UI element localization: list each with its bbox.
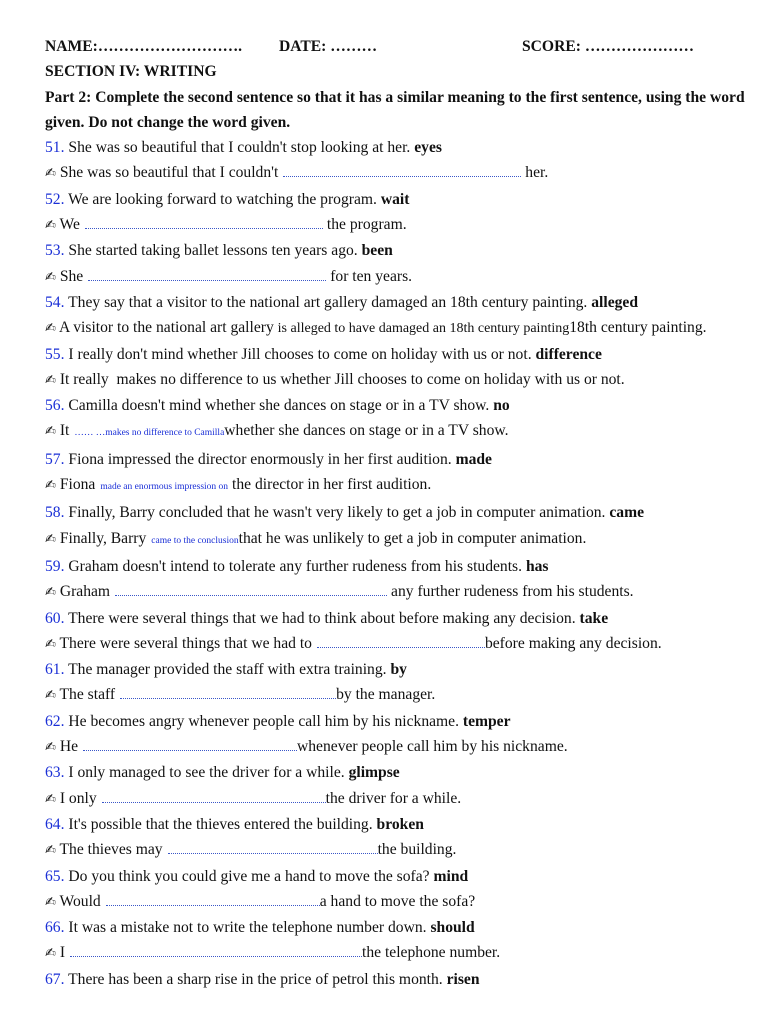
answer-suffix: by the manager. [336,686,436,704]
key-word: no [493,397,510,415]
answer-62 [45,734,745,760]
answer-prefix: A visitor to the national art gallery [58,319,274,337]
date-field: DATE: ……… [279,38,378,55]
answer-59 [45,579,745,605]
writing-hand-icon: ✍ [45,636,56,652]
question-text: There were several things that we had to think about before making any decision. [68,609,576,627]
question-text: It was a mistake not to write the telephone number down. [68,919,427,937]
question-number: 52. [45,190,65,208]
question-number: 51. [45,139,65,157]
answer-prefix: There were several things that we had to [59,634,312,652]
question-56 [45,393,745,418]
key-word: has [525,557,549,575]
question-number: 59. [45,557,65,575]
answer-blank[interactable] [317,635,485,648]
answer-blank[interactable] [83,738,297,751]
answer-blank[interactable] [88,268,326,281]
key-word: mind [433,867,469,885]
question-55 [45,342,745,367]
question-text: Fiona impressed the director enormously in her first audition. [68,450,452,468]
question-text: There has been a sharp rise in the price of petrol this month. [68,970,443,988]
question-text: They say that a visitor to the national art gallery damaged an 18th century painting. [68,293,588,311]
answer-55 [45,367,745,393]
question-text: He becomes angry whenever people call him by his nickname. [68,712,459,730]
question-53 [45,238,745,263]
key-word: eyes [414,139,442,157]
key-word: by [390,661,407,679]
instructions: Part 2: Complete the second sentence so that it has a similar meaning to the first sentence, using the word given. Do not change the word given. [45,88,745,131]
key-word: alleged [591,293,639,311]
answer-suffix: her. [525,164,549,182]
writing-hand-icon: ✍ [45,478,56,494]
question-text: She started taking ballet lessons ten years ago. [68,242,358,260]
answer-56 [45,418,745,446]
answer-prefix: Fiona [59,476,96,494]
question-63 [45,760,745,785]
question-65 [45,864,745,889]
key-word: made [455,450,492,468]
question-number: 58. [45,504,65,522]
answer-suffix: whether she dances on stage or in a TV show. [224,422,509,440]
writing-hand-icon: ✍ [45,740,56,756]
header-row [45,34,745,59]
question-number: 53. [45,242,65,260]
answer-blank[interactable] [115,583,387,596]
question-text: I only managed to see the driver for a while. [68,764,345,782]
question-number: 55. [45,345,65,363]
writing-hand-icon: ✍ [45,843,56,859]
writing-hand-icon: ✍ [45,321,56,337]
answer-fill: is alleged to have damaged an 18th century painting [277,321,570,337]
question-text: We are looking forward to watching the program. [68,190,377,208]
key-word: temper [462,712,511,730]
section-title: SECTION IV: WRITING [45,63,217,81]
answer-blank[interactable] [283,164,521,177]
question-number: 66. [45,919,65,937]
question-61 [45,657,745,682]
answer-blank[interactable] [102,790,326,803]
key-word: difference [535,345,602,363]
key-word: take [579,609,609,627]
answer-52 [45,212,745,238]
question-54 [45,290,745,315]
answer-prefix: Would [59,892,101,910]
question-text: Finally, Barry concluded that he wasn't very likely to get a job in computer animation. [68,504,606,522]
key-word: wait [380,190,410,208]
answer-text: It really makes no difference to us whether Jill chooses to come on holiday with us or not. [59,370,625,388]
answer-fill[interactable]: made an enormous impression on [100,482,229,493]
question-number: 64. [45,815,65,833]
answer-prefix: We [59,216,80,234]
answer-prefix: The thieves may [59,841,163,859]
answer-63 [45,786,745,812]
key-word: been [361,242,393,260]
answer-suffix: 18th century painting. [569,319,707,337]
question-number: 63. [45,764,65,782]
question-57 [45,447,745,472]
question-text: She was so beautiful that I couldn't stop looking at her. [68,139,411,157]
question-64 [45,812,745,837]
writing-hand-icon: ✍ [45,166,56,182]
answer-prefix: She [59,267,84,285]
key-word: glimpse [348,764,400,782]
writing-hand-icon: ✍ [45,424,56,440]
writing-hand-icon: ✍ [45,688,56,704]
writing-hand-icon: ✍ [45,791,56,807]
question-59 [45,554,745,579]
answer-64 [45,837,745,863]
answer-prefix: I [59,944,66,962]
answer-61 [45,682,745,708]
answer-blank[interactable] [106,893,320,906]
answer-prefix: I only [59,789,97,807]
answer-65 [45,889,745,915]
question-number: 67. [45,970,65,988]
question-text: Graham doesn't intend to tolerate any further rudeness from his students. [68,557,523,575]
question-60 [45,606,745,631]
question-text: I really don't mind whether Jill chooses to come on holiday with us or not. [68,345,532,363]
answer-prefix: She was so beautiful that I couldn't [59,164,279,182]
question-62 [45,709,745,734]
question-number: 65. [45,867,65,885]
answer-blank[interactable] [120,686,336,699]
question-number: 60. [45,609,65,627]
writing-hand-icon: ✍ [45,531,56,547]
answer-suffix: the driver for a while. [325,789,462,807]
answer-suffix: the telephone number. [362,944,501,962]
key-word: should [430,919,475,937]
answer-54 [45,315,745,341]
answer-suffix: whenever people call him by his nickname. [297,738,568,756]
answer-fill[interactable]: makes no difference to Camilla [105,428,225,439]
answer-57 [45,472,745,500]
answer-53 [45,264,745,290]
key-word: risen [446,970,480,988]
answer-suffix: for ten years. [330,267,413,285]
writing-hand-icon: ✍ [45,218,56,234]
question-52 [45,187,745,212]
answer-suffix: the director in her first audition. [232,476,432,494]
key-word: came [609,504,645,522]
answer-51 [45,160,745,186]
question-text: It's possible that the thieves entered the building. [68,815,373,833]
answer-prefix: Graham [59,583,111,601]
question-number: 61. [45,661,65,679]
question-text: The manager provided the staff with extra training. [68,661,387,679]
answer-blank[interactable] [85,216,323,229]
answer-suffix: a hand to move the sofa? [319,892,476,910]
answer-prefix: The staff [59,686,116,704]
score-field: SCORE: ………………… [522,38,694,55]
answer-suffix: the building. [377,841,457,859]
writing-hand-icon: ✍ [45,269,56,285]
question-text: Do you think you could give me a hand to move the sofa? [68,867,430,885]
worksheet [45,34,745,992]
answer-60 [45,631,745,657]
answer-suffix: any further rudeness from his students. [391,583,634,601]
answer-prefix: It [59,422,70,440]
answer-prefix: He [59,738,78,756]
answer-suffix: that he was unlikely to get a job in computer animation. [238,529,587,547]
question-67 [45,967,745,992]
writing-hand-icon: ✍ [45,946,56,962]
writing-hand-icon: ✍ [45,372,56,388]
name-field: NAME:………………………. [45,38,243,55]
answer-blank[interactable] [168,841,378,854]
question-number: 57. [45,450,65,468]
answer-fill[interactable]: came to the conclusion [151,535,239,546]
question-text: Camilla doesn't mind whether she dances on stage or in a TV show. [68,397,490,415]
answer-prefix: Finally, Barry [59,529,147,547]
question-number: 56. [45,397,65,415]
answer-dots: …… … [74,428,106,439]
question-51 [45,135,745,160]
writing-hand-icon: ✍ [45,894,56,910]
question-66 [45,915,745,940]
answer-suffix: before making any decision. [484,634,662,652]
question-58 [45,500,745,525]
answer-58 [45,526,745,554]
key-word: broken [376,815,424,833]
writing-hand-icon: ✍ [45,585,56,601]
answer-blank[interactable] [70,944,362,957]
question-number: 54. [45,293,65,311]
answer-66 [45,940,745,966]
question-number: 62. [45,712,65,730]
answer-suffix: the program. [326,216,407,234]
